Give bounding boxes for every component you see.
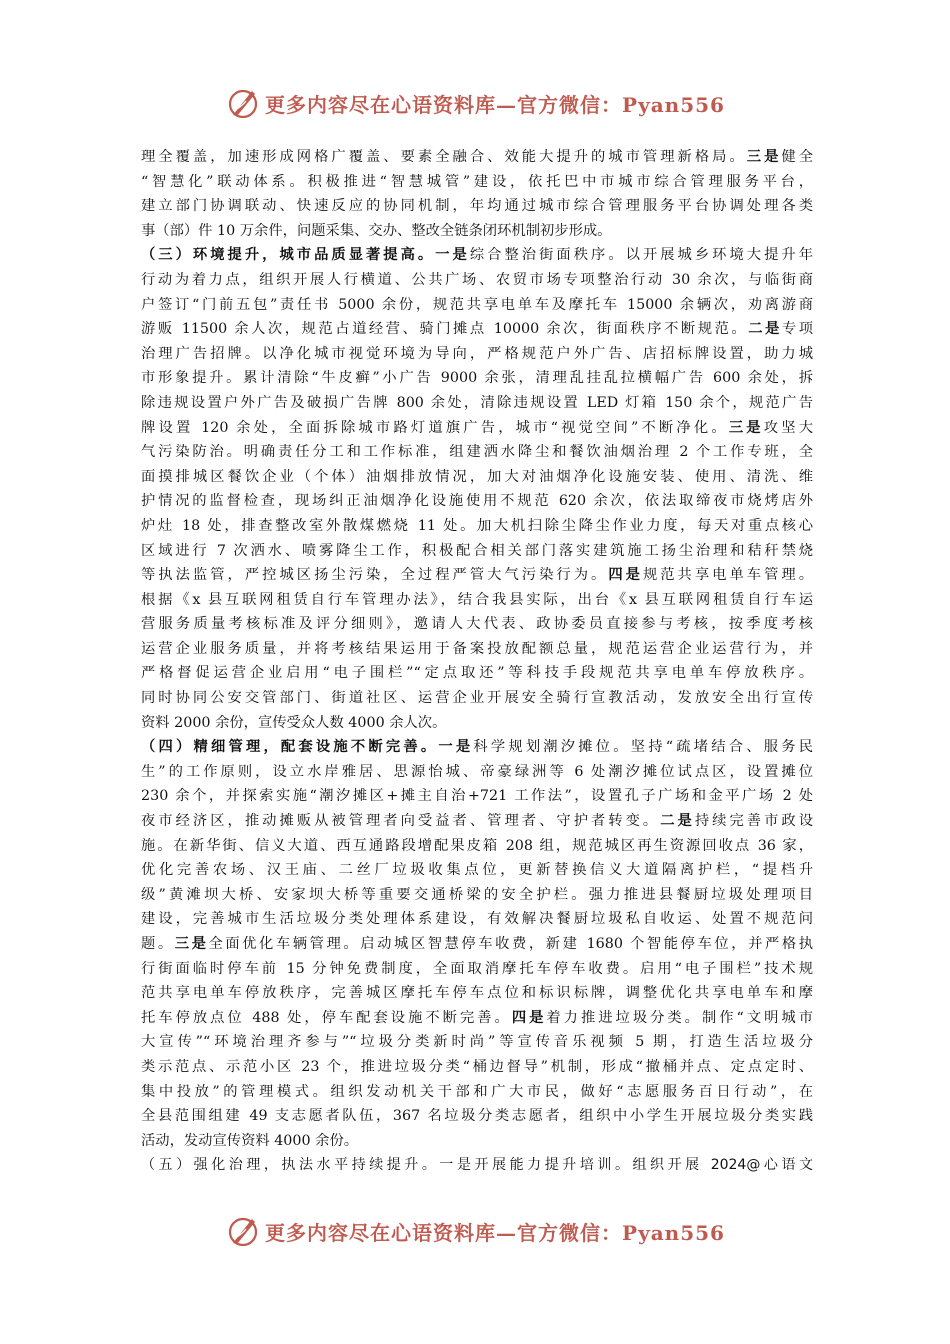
line-text: 230 余个，并探索实施“潮汐摊区+摊主自治+721 工作法”，设置孔子广场和金平广场 2 处 <box>141 788 813 805</box>
line-text: 同时协同公安交管部门、街道社区、运营企业开展安全骑行宣教活动，发放安全出行宣传 <box>141 690 813 707</box>
line-text: 行街面临时停车前 15 分钟免费制度，全面取消摩托车停车收费。启用“电子围栏”技术规 <box>141 960 813 977</box>
text-line <box>141 612 813 637</box>
text-line <box>141 637 813 662</box>
quill-logo-icon <box>225 85 261 121</box>
text-line <box>141 539 813 564</box>
line-text: 建立部门协调联动、快速反应的协同机制，年均通过城市综合管理服务平台协调处理各类 <box>141 198 813 215</box>
line-text: 气污染防治。明确责任分工和工作标准，组建洒水降尘和餐饮油烟治理 2 个工作专班，全 <box>141 444 813 461</box>
line-text: 事（部）件 10 万余件，问题采集、交办、整改全链条闭环机制初步形成。 <box>141 222 612 239</box>
line-text: 题。 <box>141 936 175 952</box>
line-text: 炉灶 18 处，排查整改室外散煤燃烧 11 处。加大机扫除尘降尘作业力度，每天对重点核心 <box>141 517 813 534</box>
text-line <box>141 883 813 908</box>
line-text-tail: 全面优化车辆管理。启动城区智慧停车收费，新建 1680 个智能停车位，并严格执 <box>208 936 813 952</box>
text-line <box>141 1030 813 1055</box>
bold-marker: 三是 <box>728 419 764 436</box>
text-line <box>141 907 813 932</box>
line-text: （五）强化治理，执法水平持续提升。一是开展能力提升培训。组织开展 2024@心语文 <box>141 1157 813 1174</box>
text-line <box>141 760 813 785</box>
text-line <box>141 342 813 367</box>
line-text: 区域进行 7 次洒水、喷雾降尘工作，积极配合相关部门落实建筑施工扬尘治理和秸秆禁烧 <box>141 542 813 559</box>
text-line <box>141 170 813 195</box>
line-text: 除违规设置户外广告及破损广告牌 800 余处，清除违规设置 LED 灯箱 150 余个，规范广告 <box>141 394 813 411</box>
line-text: “智慧化”联动体系。积极推进“智慧城管”建设，依托巴中市城市综合管理服务平台， <box>141 173 813 190</box>
text-line <box>141 243 813 268</box>
text-line <box>141 293 813 318</box>
line-text-tail: 着力推进垃圾分类。制作“文明城市 <box>546 1009 813 1026</box>
line-text: 级”黄滩坝大桥、安家坝大桥等重要交通桥梁的安全护栏。强力推进县餐厨垃圾处理项目 <box>141 886 813 903</box>
line-text-tail: 规范共享电单车管理。 <box>642 567 813 584</box>
body-text <box>141 145 813 1178</box>
bold-marker: 二是 <box>748 321 782 338</box>
text-line <box>141 834 813 859</box>
line-text: 等执法监管，严控城区扬尘污染，全过程严管大气污染行为。 <box>141 567 609 584</box>
bold-marker: 四是 <box>511 1009 547 1026</box>
text-line <box>141 514 813 539</box>
line-text: 托车停放点位 488 处，停车配套设施不断完善。 <box>141 1009 512 1026</box>
line-text: 治理广告招牌。以净化城市视觉环境为导向，严格规范户外广告、店招标牌设置，助力城 <box>141 345 813 362</box>
line-text: 牌设置 120 余处，全面拆除城市路灯道旗广告，城市“视觉空间”不断净化。 <box>141 419 729 436</box>
text-line <box>141 465 813 490</box>
line-text: 活动，发动宣传资料 4000 余份。 <box>141 1132 359 1149</box>
text-line <box>141 391 813 416</box>
line-text: 市形象提升。累计清除“牛皮癣”小广告 9000 余张，清理乱挂乱拉横幅广告 600 余处，拆 <box>141 370 813 387</box>
line-text-tail: 持续完善市政设 <box>694 813 813 830</box>
text-line <box>141 1080 813 1105</box>
line-text: 科学规划潮汐摊位。坚持“疏堵结合、服务民 <box>473 739 813 756</box>
bold-marker: 四是 <box>608 567 643 584</box>
watermark-text: 更多内容尽在心语资料库—官方微信：Pyan556 <box>265 1220 725 1245</box>
text-line <box>141 1129 813 1154</box>
watermark-text: 更多内容尽在心语资料库—官方微信：Pyan556 <box>265 92 725 117</box>
text-line <box>141 981 813 1006</box>
text-line <box>141 416 813 441</box>
text-line <box>141 686 813 711</box>
line-text-tail: 专项 <box>781 321 813 338</box>
line-text: 集中投放”的管理模式。组织发动机关干部和广大市民，做好“志愿服务百日行动”，在 <box>141 1083 813 1100</box>
text-line <box>141 489 813 514</box>
line-text: 严格督促运营企业启用“电子围栏”“定点取还”等科技手段规范共享电单车停放秩序。 <box>141 665 813 682</box>
text-line <box>141 1055 813 1080</box>
text-line <box>141 268 813 293</box>
quill-logo-icon <box>225 1213 261 1249</box>
text-line <box>141 588 813 613</box>
line-text: 施。在新华街、信义大道、西互通路段增配果皮箱 208 组，规范城区再生资源回收点 36 家， <box>141 837 813 854</box>
line-text: 护情况的监督检查，现场纠正油烟净化设施使用不规范 620 余次，依法取缔夜市烧烤店外 <box>141 493 813 510</box>
text-line <box>141 957 813 982</box>
bold-marker: 三是 <box>174 936 209 952</box>
text-line <box>141 809 813 834</box>
line-text: 类示范点、示范小区 23 个，推进垃圾分类“桶边督导”机制，形成“撤桶并点、定点定时、 <box>141 1058 813 1075</box>
line-text: 生”的工作原则，设立水岸雅居、思源怡城、帝豪绿洲等 6 处潮汐摊位试点区，设置摊位 <box>141 763 813 780</box>
text-line <box>141 317 813 342</box>
text-line <box>141 440 813 465</box>
text-line <box>141 735 813 760</box>
line-text: 理全覆盖，加速形成网格广覆盖、要素全融合、效能大提升的城市管理新格局。 <box>141 149 747 165</box>
line-text: 夜市经济区，推动摊贩从被管理者向受益者、管理者、守护者转变。 <box>141 813 661 830</box>
text-line <box>141 1104 813 1129</box>
text-line <box>141 858 813 883</box>
bold-marker: 三是 <box>746 149 782 165</box>
text-line <box>141 661 813 686</box>
line-text: 运营企业服务质量，并将考核结果运用于备案投放配额总量，规范运营企业运营行为，并 <box>141 640 813 657</box>
watermark-banner-top <box>0 83 950 123</box>
watermark-banner-bottom <box>0 1211 950 1251</box>
text-line <box>141 194 813 219</box>
line-text: 游贩 11500 余人次，规范占道经营、骑门摊点 10000 余次，街面秩序不断规范。 <box>141 321 749 338</box>
line-text: 优化完善农场、汉王庙、二丝厂垃圾收集点位，更新替换信义大道隔离护栏，“提档升 <box>141 862 813 879</box>
line-text: 大宣传”“环境治理齐参与”“垃圾分类新时尚”等宣传音乐视频 5 期，打造生活垃圾分 <box>141 1034 813 1051</box>
text-line <box>141 563 813 588</box>
text-line <box>141 784 813 809</box>
line-text: 面摸排城区餐饮企业（个体）油烟排放情况，加大对油烟净化设施安装、使用、清洗、维 <box>141 468 813 485</box>
text-line <box>141 145 813 170</box>
line-text: 范共享电单车停放秩序，完善城区摩托车停车点位和标识标牌，调整优化共享电单车和摩 <box>141 985 813 1002</box>
text-line <box>141 711 813 736</box>
text-line <box>141 1153 813 1178</box>
line-text: 营服务质量考核标准及评分细则》，邀请人大代表、政协委员直接参与考核，按季度考核 <box>141 616 813 633</box>
line-text: 行动为着力点，组织开展人行横道、公共广场、农贸市场专项整治行动 30 余次，与临街商 <box>141 271 813 288</box>
line-text: 综合整治街面秩序。以开展城乡环境大提升年 <box>469 247 813 264</box>
line-text: 全县范围组建 49 支志愿者队伍，367 名垃圾分类志愿者，组织中小学生开展垃圾分类实践 <box>141 1108 813 1125</box>
line-text: 根据《x 县互联网租赁自行车管理办法》，结合我县实际，出台《x 县互联网租赁自行车运 <box>141 591 813 608</box>
text-line <box>141 932 813 957</box>
line-text: 资料 2000 余份，宣传受众人数 4000 余人次。 <box>141 714 447 731</box>
line-text: 户签订“门前五包”责任书 5000 余份，规范共享电单车及摩托车 15000 余辆次，劝离游商 <box>141 296 813 313</box>
line-text-tail: 健全 <box>781 149 813 165</box>
text-line <box>141 366 813 391</box>
text-line <box>141 1006 813 1031</box>
line-text-tail: 攻坚大 <box>763 419 813 436</box>
bold-marker: 二是 <box>660 813 695 830</box>
text-line <box>141 219 813 244</box>
line-text: 建设，完善城市生活垃圾分类处理体系建设，有效解决餐厨垃圾私自收运、处置不规范问 <box>141 911 813 928</box>
bold-heading: （三）环境提升，城市品质显著提高。一是 <box>141 247 470 264</box>
bold-heading: （四）精细管理，配套设施不断完善。一是 <box>141 739 474 756</box>
